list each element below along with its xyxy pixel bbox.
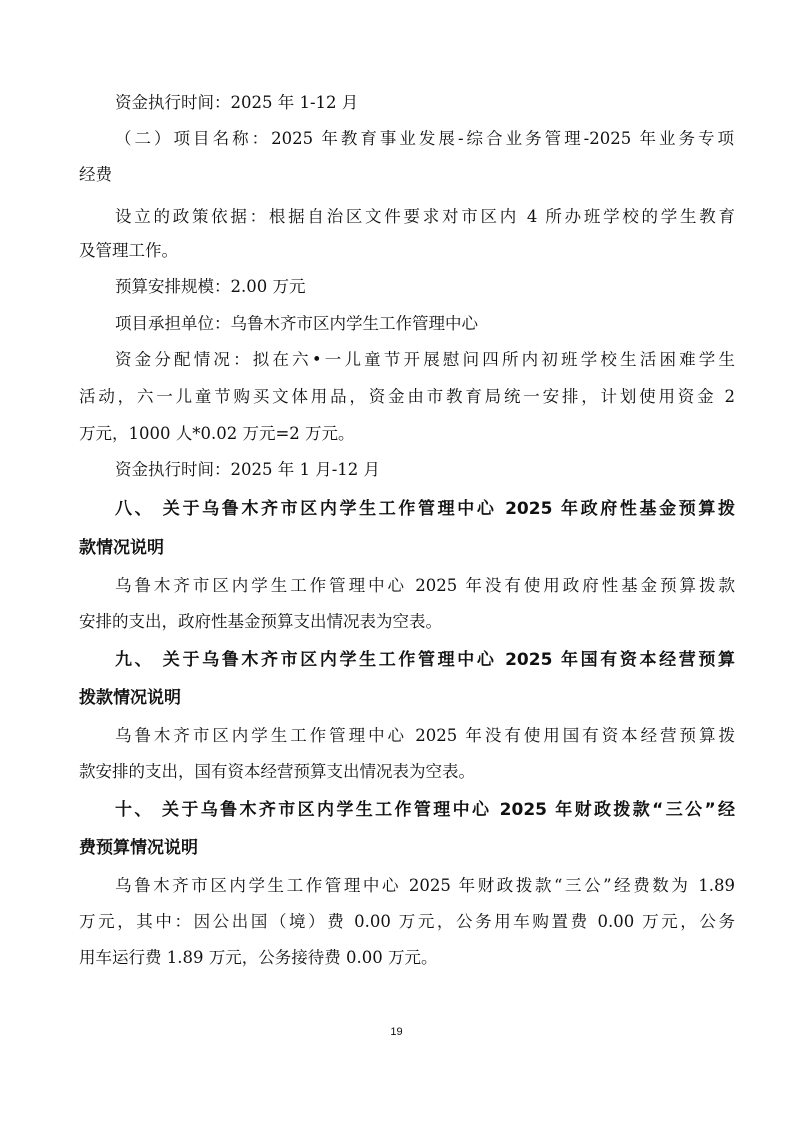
project-two-budget-scale: 预算安排规模：2.00 万元 bbox=[115, 277, 306, 296]
section-nine-heading-line1: 九、 关于乌鲁木齐市区内学生工作管理中心 2025 年国有资本经营预算 bbox=[115, 650, 735, 670]
section-eight-heading-line1: 八、 关于乌鲁木齐市区内学生工作管理中心 2025 年政府性基金预算拨 bbox=[115, 499, 735, 519]
section-ten-body-line3: 用车运行费 1.89 万元，公务接待费 0.00 万元。 bbox=[79, 948, 438, 967]
section-ten-body-line2: 万元，其中：因公出国（境）费 0.00 万元，公务用车购置费 0.00 万元，公务 bbox=[79, 912, 735, 931]
section-nine-body-line1: 乌鲁木齐市区内学生工作管理中心 2025 年没有使用国有资本经营预算拨 bbox=[115, 726, 735, 745]
project-two-policy-line2: 及管理工作。 bbox=[79, 241, 178, 260]
project-two-exec-time: 资金执行时间：2025 年 1 月-12 月 bbox=[115, 460, 381, 479]
section-nine-body-line2: 款安排的支出，国有资本经营预算支出情况表为空表。 bbox=[79, 762, 475, 781]
exec-time-prev: 资金执行时间：2025 年 1-12 月 bbox=[115, 93, 359, 112]
project-two-allocation-line2: 活动，六一儿童节购买文体用品，资金由市教育局统一安排，计划使用资金 2 bbox=[79, 387, 735, 406]
section-nine-heading-line2: 拨款情况说明 bbox=[79, 688, 181, 708]
project-two-allocation-line1: 资金分配情况：拟在六•一儿童节开展慰问四所内初班学校生活困难学生 bbox=[115, 350, 735, 369]
project-two-policy-line1: 设立的政策依据：根据自治区文件要求对市区内 4 所办班学校的学生教育 bbox=[115, 207, 735, 226]
section-ten-heading-line1: 十、 关于乌鲁木齐市区内学生工作管理中心 2025 年财政拨款“三公”经 bbox=[115, 800, 735, 820]
project-two-name-line2: 经费 bbox=[79, 165, 112, 184]
page-number: 19 bbox=[390, 1026, 403, 1038]
project-two-unit: 项目承担单位：乌鲁木齐市区内学生工作管理中心 bbox=[115, 314, 478, 333]
section-eight-heading-line2: 款情况说明 bbox=[79, 538, 164, 558]
section-eight-body-line2: 安排的支出，政府性基金预算支出情况表为空表。 bbox=[79, 612, 442, 631]
section-eight-body-line1: 乌鲁木齐市区内学生工作管理中心 2025 年没有使用政府性基金预算拨款 bbox=[115, 576, 735, 595]
section-ten-body-line1: 乌鲁木齐市区内学生工作管理中心 2025 年财政拨款“三公”经费数为 1.89 bbox=[115, 876, 735, 895]
project-two-allocation-line3: 万元，1000 人*0.02 万元=2 万元。 bbox=[79, 424, 355, 443]
section-ten-heading-line2: 费预算情况说明 bbox=[79, 838, 198, 858]
project-two-name-line1: （二）项目名称：2025 年教育事业发展-综合业务管理-2025 年业务专项 bbox=[115, 129, 734, 148]
